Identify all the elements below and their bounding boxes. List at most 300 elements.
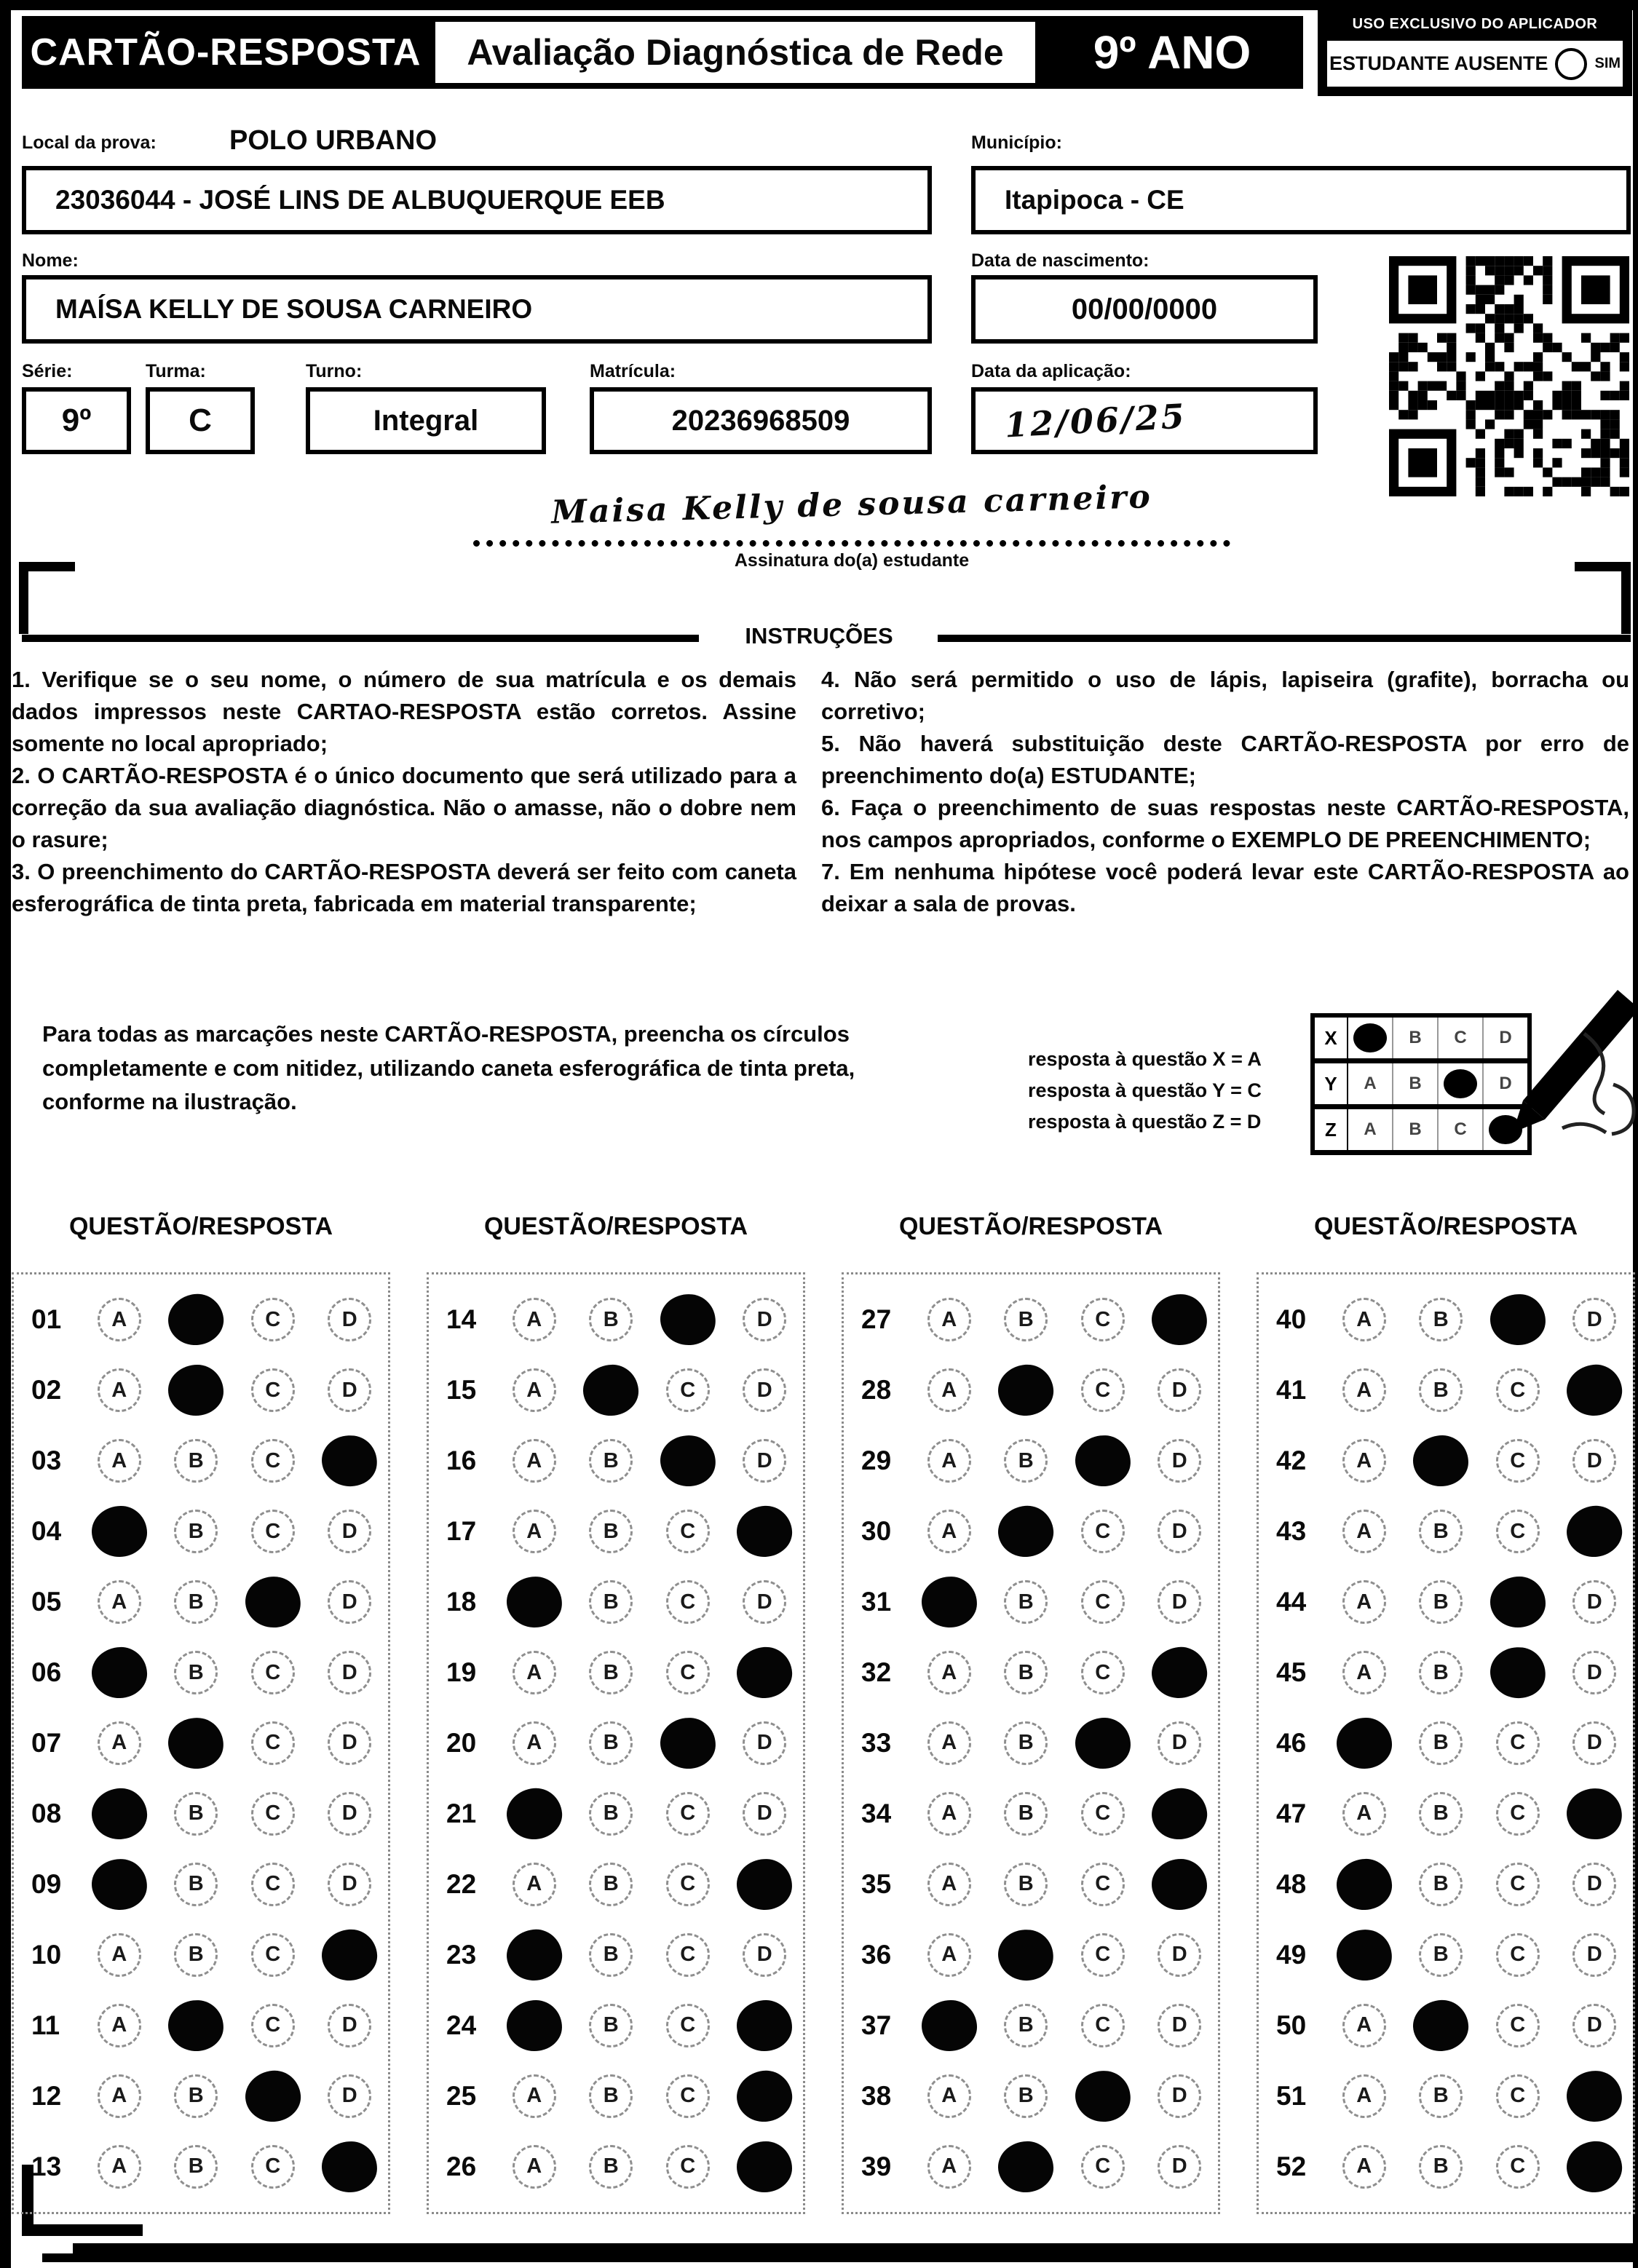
bubble-b-filled[interactable] (995, 1926, 1056, 1983)
answer-cell (496, 1298, 573, 1341)
bubble-c-filled[interactable] (1490, 1577, 1546, 1627)
answer-cell (1064, 1863, 1142, 1906)
bubble-a[interactable]: A (513, 1510, 556, 1553)
instruction-item: 3. O preenchimento do CARTÃO-RESPOSTA deverá ser feito com caneta esferográfica de tinta preta, fabricada em material transparente; (12, 859, 796, 917)
bubble-a[interactable]: A (1342, 2004, 1386, 2047)
question-number: 08 (31, 1798, 62, 1828)
bubble-a[interactable]: A (1342, 1439, 1386, 1483)
answer-cell (81, 1580, 158, 1624)
bubble-a[interactable]: A (513, 2074, 556, 2118)
bubble-d[interactable]: D (743, 1439, 786, 1483)
answer-cell (649, 1435, 727, 1486)
bubble-a[interactable]: A (1342, 1298, 1386, 1341)
answer-cell (1142, 1788, 1219, 1839)
answer-cell (649, 1863, 727, 1906)
bubble-d[interactable]: D (1572, 2004, 1616, 2047)
answer-cell (1403, 1298, 1480, 1341)
bubble-c-filled[interactable] (243, 2068, 303, 2123)
bubble-a[interactable]: A (98, 2004, 141, 2047)
bubble-b[interactable]: B (589, 1792, 633, 1836)
page-edge-left (0, 0, 11, 2268)
answer-cell (1556, 1439, 1634, 1483)
bubble-a[interactable]: A (513, 2145, 556, 2189)
bubble-b[interactable]: B (1419, 1368, 1463, 1412)
bubble-d[interactable]: D (328, 1651, 371, 1694)
answer-cell (988, 2141, 1065, 2192)
bubble-b[interactable]: B (174, 1580, 218, 1624)
answer-cell (1479, 1510, 1556, 1553)
answer-cell (1326, 1651, 1403, 1694)
bubble-b-filled[interactable] (165, 1291, 226, 1349)
bubble-a[interactable]: A (1342, 1792, 1386, 1836)
bubble-a-filled[interactable] (504, 1927, 564, 1983)
bubble-c[interactable]: C (1496, 1368, 1540, 1412)
bubble-b[interactable]: B (1004, 1863, 1048, 1906)
question-number: 34 (861, 1798, 892, 1828)
absent-label: ESTUDANTE AUSENTE (1329, 52, 1548, 74)
question-row (14, 2062, 388, 2130)
bubble-a[interactable]: A (98, 1298, 141, 1341)
bubble-b[interactable]: B (174, 1792, 218, 1836)
bubble-c[interactable]: C (666, 1510, 710, 1553)
bubble-d[interactable]: D (328, 1721, 371, 1765)
bubble-d-filled[interactable] (735, 1645, 794, 1700)
bubble-b[interactable]: B (1419, 1863, 1463, 1906)
bubble-a-filled[interactable] (1336, 1858, 1393, 1911)
bubble-d[interactable]: D (1572, 1651, 1616, 1694)
bubble-c-filled[interactable] (1075, 1717, 1131, 1769)
nascimento-value: 00/00/0000 (1071, 293, 1218, 325)
bubble-d[interactable]: D (1158, 2145, 1201, 2189)
question-row (1259, 1285, 1633, 1354)
bubble-d[interactable]: D (743, 1368, 786, 1412)
bubble-a[interactable]: A (513, 1368, 556, 1412)
bubble-a-filled[interactable] (1334, 1927, 1394, 1983)
example-cell: B (1393, 1107, 1438, 1153)
bubble-c[interactable]: C (1496, 1721, 1540, 1765)
bubble-b-filled[interactable] (997, 2140, 1054, 2193)
bubble-c[interactable]: C (251, 1298, 295, 1341)
bubble-b[interactable]: B (1004, 2074, 1048, 2118)
bubble-c[interactable]: C (1496, 1863, 1540, 1906)
question-number: 50 (1276, 2010, 1307, 2040)
bubble-c[interactable]: C (666, 1933, 710, 1977)
answer-cell (158, 2145, 235, 2189)
answer-cell (158, 1863, 235, 1906)
bubble-c-filled[interactable] (657, 1292, 718, 1349)
bubble-a[interactable]: A (927, 1721, 971, 1765)
bubble-a[interactable]: A (927, 1368, 971, 1412)
bubble-d[interactable]: D (1572, 1721, 1616, 1765)
bubble-d[interactable]: D (328, 1368, 371, 1412)
question-row (429, 1850, 803, 1919)
bubble-a-filled[interactable] (921, 1576, 978, 1629)
bubble-c-filled[interactable] (659, 1716, 717, 1770)
bubble-c[interactable]: C (1496, 2074, 1540, 2118)
aplicacao-value-handwritten: 12/06/25 (1003, 396, 1187, 445)
bubble-a-filled[interactable] (91, 1506, 147, 1558)
bubble-b-filled[interactable] (1413, 1435, 1469, 1487)
bubble-d-filled[interactable] (737, 1999, 793, 2051)
bubble-b[interactable]: B (1419, 1580, 1463, 1624)
answer-cell (1479, 1439, 1556, 1483)
answer-cell (234, 1368, 312, 1412)
bubble-a[interactable]: A (1342, 1651, 1386, 1694)
answer-cell (234, 1577, 312, 1627)
answer-cell (158, 1294, 235, 1345)
column-header-1: QUESTÃO/RESPOSTA (68, 1213, 333, 1240)
bubble-d-filled[interactable] (1150, 1293, 1209, 1347)
bubble-d[interactable]: D (328, 1298, 371, 1341)
answer-cell (312, 2141, 389, 2192)
answer-cell (727, 1647, 804, 1698)
bubble-d-filled[interactable] (1149, 1785, 1210, 1843)
bubble-d[interactable]: D (1158, 1368, 1201, 1412)
bubble-d-filled[interactable] (734, 2067, 795, 2125)
bubble-b[interactable]: B (174, 1863, 218, 1906)
bubble-d[interactable]: D (1572, 1933, 1616, 1977)
bubble-b[interactable]: B (589, 1863, 633, 1906)
answer-cell (234, 2071, 312, 2122)
bubble-a-filled[interactable] (921, 1999, 977, 2051)
example-cell: C (1438, 1015, 1483, 1061)
bubble-b[interactable]: B (174, 1651, 218, 1694)
answer-cell (649, 1718, 727, 1769)
bubble-b[interactable]: B (174, 1933, 218, 1977)
bubble-a[interactable]: A (927, 1651, 971, 1694)
bubble-c-filled[interactable] (658, 1433, 718, 1488)
bubble-c[interactable]: C (1081, 1863, 1125, 1906)
bubble-c-filled[interactable] (1489, 1293, 1546, 1347)
bubble-b[interactable]: B (174, 1439, 218, 1483)
bubble-c[interactable]: C (1496, 1439, 1540, 1483)
bubble-b[interactable]: B (589, 1298, 633, 1341)
bubble-a-filled[interactable] (506, 1999, 562, 2051)
answer-cell (81, 1368, 158, 1412)
question-number: 15 (446, 1375, 477, 1405)
bubble-a[interactable]: A (513, 1298, 556, 1341)
bubble-c[interactable]: C (251, 2145, 295, 2189)
bubble-c[interactable]: C (1081, 1651, 1125, 1694)
bubble-d[interactable]: D (1572, 1298, 1616, 1341)
bubble-d[interactable]: D (1572, 1439, 1616, 1483)
bubble-c[interactable]: C (251, 1368, 295, 1412)
question-number: 32 (861, 1657, 892, 1688)
bubble-b[interactable]: B (589, 2004, 633, 2047)
bubble-c[interactable]: C (1496, 1792, 1540, 1836)
bubble-c[interactable]: C (251, 1510, 295, 1553)
question-number: 13 (31, 2151, 62, 2181)
bubble-c[interactable]: C (1081, 2145, 1125, 2189)
answer-cell (988, 2074, 1065, 2118)
bubble-d[interactable]: D (743, 1933, 786, 1977)
answer-cell (1403, 1580, 1480, 1624)
bubble-d-filled[interactable] (736, 1858, 793, 1911)
answer-cell (1479, 1792, 1556, 1836)
answer-cell (573, 1439, 650, 1483)
bubble-b-filled[interactable] (996, 1504, 1056, 1559)
question-number: 21 (446, 1798, 477, 1828)
bubble-c[interactable]: C (666, 1651, 710, 1694)
bubble-d-filled[interactable] (1564, 1785, 1625, 1842)
bubble-a[interactable]: A (927, 1792, 971, 1836)
answer-cell (158, 1439, 235, 1483)
bubble-c[interactable]: C (251, 2004, 295, 2047)
qr-code (1389, 256, 1629, 496)
bubble-b-filled[interactable] (166, 1716, 226, 1771)
bubble-a-filled[interactable] (505, 1575, 563, 1630)
bubble-a[interactable]: A (98, 1368, 141, 1412)
answer-cell (234, 1721, 312, 1765)
answer-cell (1556, 1506, 1634, 1557)
local-value: POLO URBANO (229, 125, 437, 156)
answer-cell (911, 1933, 988, 1977)
bubble-b-filled[interactable] (997, 1363, 1056, 1418)
answer-panel-2 (427, 1272, 805, 2214)
local-label: Local da prova: (22, 132, 157, 153)
bubble-c-filled[interactable] (242, 1574, 303, 1630)
question-row (14, 1356, 388, 1424)
bubble-c[interactable]: C (666, 2145, 710, 2189)
bubble-d[interactable]: D (328, 1792, 371, 1836)
answer-cell (911, 2145, 988, 2189)
bubble-b-filled[interactable] (1412, 1999, 1470, 2053)
bubble-c[interactable]: C (1081, 1933, 1125, 1977)
bubble-c[interactable]: C (1081, 1580, 1125, 1624)
bubble-c[interactable]: C (666, 2004, 710, 2047)
bubble-b[interactable]: B (1004, 1792, 1048, 1836)
answer-cell (158, 1792, 235, 1836)
bubble-c[interactable]: C (666, 2074, 710, 2118)
answer-cell (1142, 1510, 1219, 1553)
bubble-a[interactable]: A (513, 1863, 556, 1906)
answer-cell (234, 1651, 312, 1694)
bubble-b[interactable]: B (589, 1933, 633, 1977)
bubble-b[interactable]: B (589, 2074, 633, 2118)
bubble-b[interactable]: B (1004, 1298, 1048, 1341)
bubble-b[interactable]: B (1004, 1439, 1048, 1483)
bubble-d-filled[interactable] (1565, 2139, 1624, 2194)
bubble-a-filled[interactable] (90, 1857, 149, 1911)
bubble-c[interactable]: C (1496, 2145, 1540, 2189)
bubble-d[interactable]: D (743, 1721, 786, 1765)
bubble-b[interactable]: B (1004, 1651, 1048, 1694)
question-row (429, 2133, 803, 2201)
bubble-d[interactable]: D (1158, 1580, 1201, 1624)
answer-cell (234, 1439, 312, 1483)
bubble-d[interactable]: D (1158, 1439, 1201, 1483)
page-edge-bottom (73, 2243, 1638, 2262)
instructions-right (821, 664, 1629, 920)
bubble-b[interactable]: B (1419, 1792, 1463, 1836)
answer-cell (1479, 1933, 1556, 1977)
bubble-c[interactable]: C (1496, 1510, 1540, 1553)
bubble-d[interactable]: D (1158, 1933, 1201, 1977)
bubble-d[interactable]: D (743, 1792, 786, 1836)
bubble-d[interactable]: D (1158, 2004, 1201, 2047)
bubble-b[interactable]: B (589, 1580, 633, 1624)
bubble-c[interactable]: C (251, 1721, 295, 1765)
bubble-b[interactable]: B (1419, 2074, 1463, 2118)
bubble-c[interactable]: C (1081, 1792, 1125, 1836)
bubble-c[interactable]: C (251, 1439, 295, 1483)
answer-cell (81, 1506, 158, 1557)
bubble-a[interactable]: A (1342, 1580, 1386, 1624)
question-row (14, 1991, 388, 2060)
bubble-c[interactable]: C (1081, 1298, 1125, 1341)
answer-cell (727, 1439, 804, 1483)
bubble-c[interactable]: C (666, 1792, 710, 1836)
bubble-a-filled[interactable] (90, 1787, 149, 1841)
bubble-a[interactable]: A (1342, 2145, 1386, 2189)
answer-cell (312, 1651, 389, 1694)
bubble-b[interactable]: B (589, 2145, 633, 2189)
bubble-a[interactable]: A (98, 1580, 141, 1624)
bubble-b[interactable]: B (589, 1510, 633, 1553)
bubble-d-filled[interactable] (321, 2140, 378, 2193)
bubble-a[interactable]: A (98, 2145, 141, 2189)
bubble-a-filled[interactable] (505, 1786, 564, 1841)
bubble-b[interactable]: B (1419, 1510, 1463, 1553)
bubble-a[interactable]: A (1342, 1510, 1386, 1553)
bubble-d[interactable]: D (1158, 2074, 1201, 2118)
bubble-a[interactable]: A (98, 1933, 141, 1977)
bubble-c[interactable]: C (666, 1368, 710, 1412)
answer-cell (1403, 1933, 1480, 1977)
question-number: 52 (1276, 2151, 1307, 2181)
bubble-b[interactable]: B (1004, 1721, 1048, 1765)
bubble-c[interactable]: C (251, 1651, 295, 1694)
bubble-b[interactable]: B (1419, 1298, 1463, 1341)
bubble-c[interactable]: C (251, 1933, 295, 1977)
bubble-d[interactable]: D (743, 1298, 786, 1341)
bubble-a[interactable]: A (98, 2074, 141, 2118)
answer-cell (312, 1368, 389, 1412)
bubble-c[interactable]: C (1496, 1933, 1540, 1977)
bubble-c[interactable]: C (1081, 1510, 1125, 1553)
bubble-a[interactable]: A (927, 2074, 971, 2118)
answer-cell (1142, 1294, 1219, 1345)
answer-cell (158, 1510, 235, 1553)
question-number: 27 (861, 1304, 892, 1335)
bubble-a[interactable]: A (927, 1439, 971, 1483)
bubble-a[interactable]: A (927, 2145, 971, 2189)
bubble-b-filled[interactable] (167, 1999, 225, 2053)
bubble-c-filled[interactable] (1074, 1434, 1132, 1488)
bubble-a-filled[interactable] (1336, 1717, 1392, 1769)
bubble-c-filled[interactable] (1487, 1644, 1548, 1702)
bubble-b[interactable]: B (1419, 1721, 1463, 1765)
question-row (844, 1638, 1218, 1707)
bubble-c[interactable]: C (1496, 2004, 1540, 2047)
bubble-d-filled[interactable] (1150, 1644, 1210, 1701)
bubble-c[interactable]: C (251, 1792, 295, 1836)
question-number: 14 (446, 1304, 477, 1335)
bubble-a[interactable]: A (927, 1933, 971, 1977)
page-edge-bottom-step (42, 2253, 210, 2262)
bubble-a[interactable]: A (927, 1510, 971, 1553)
bubble-d-filled[interactable] (737, 2141, 792, 2192)
bubble-d[interactable]: D (328, 1510, 371, 1553)
bubble-d-filled[interactable] (1565, 2069, 1624, 2123)
question-row (844, 1568, 1218, 1636)
question-number: 38 (861, 2080, 892, 2111)
bubble-d[interactable]: D (328, 1580, 371, 1624)
absent-bubble[interactable] (1555, 48, 1587, 80)
bubble-b[interactable]: B (1419, 1651, 1463, 1694)
bubble-a[interactable]: A (98, 1439, 141, 1483)
answer-cell (158, 2074, 235, 2118)
bubble-d-filled[interactable] (1152, 1859, 1207, 1910)
bubble-a-filled[interactable] (91, 1646, 148, 1700)
bubble-d[interactable]: D (1158, 1721, 1201, 1765)
bubble-b[interactable]: B (1004, 1580, 1048, 1624)
bubble-b[interactable]: B (589, 1439, 633, 1483)
bubble-b-filled[interactable] (168, 1365, 223, 1416)
question-row (429, 1356, 803, 1424)
bubble-d-filled[interactable] (320, 1927, 379, 1982)
bubble-a[interactable]: A (513, 1439, 556, 1483)
bubble-c[interactable]: C (251, 1863, 295, 1906)
bubble-b[interactable]: B (174, 2145, 218, 2189)
answer-cell (158, 2000, 235, 2051)
bubble-c-filled[interactable] (1072, 2068, 1133, 2125)
bubble-a[interactable]: A (927, 1863, 971, 1906)
answer-cell (312, 1580, 389, 1624)
bubble-a[interactable]: A (513, 1721, 556, 1765)
bubble-d-filled[interactable] (735, 1504, 794, 1558)
bubble-d[interactable]: D (328, 2004, 371, 2047)
bubble-a[interactable]: A (98, 1721, 141, 1765)
bubble-c[interactable]: C (666, 1863, 710, 1906)
bubble-b-filled[interactable] (582, 1364, 639, 1417)
bubble-b[interactable]: B (1004, 2004, 1048, 2047)
bubble-b[interactable]: B (1419, 2145, 1463, 2189)
bubble-b[interactable]: B (174, 1510, 218, 1553)
bubble-b[interactable]: B (589, 1721, 633, 1765)
question-number: 20 (446, 1727, 477, 1758)
question-number: 25 (446, 2080, 477, 2111)
bubble-a[interactable]: A (927, 1298, 971, 1341)
bubble-d[interactable]: D (743, 1580, 786, 1624)
bubble-c[interactable]: C (1081, 1368, 1125, 1412)
bubble-b[interactable]: B (174, 2074, 218, 2118)
bubble-d[interactable]: D (328, 1863, 371, 1906)
question-row (1259, 2133, 1633, 2201)
bubble-d-filled[interactable] (1564, 1363, 1625, 1419)
bubble-d-filled[interactable] (319, 1432, 380, 1490)
bubble-a[interactable]: A (1342, 2074, 1386, 2118)
bubble-a[interactable]: A (513, 1651, 556, 1694)
signature-line[interactable] (473, 540, 1230, 547)
bubble-d[interactable]: D (1572, 1580, 1616, 1624)
answer-cell (1403, 2000, 1480, 2051)
turno-value: Integral (373, 404, 479, 437)
answer-cell (1403, 1721, 1480, 1765)
answer-cell (911, 1439, 988, 1483)
bubble-b[interactable]: B (589, 1651, 633, 1694)
absent-option-label: SIM (1594, 55, 1621, 71)
bubble-d[interactable]: D (1158, 1510, 1201, 1553)
bubble-c[interactable]: C (666, 1580, 710, 1624)
bubble-d[interactable]: D (1572, 1863, 1616, 1906)
bubble-c[interactable]: C (1081, 2004, 1125, 2047)
bubble-b[interactable]: B (1419, 1933, 1463, 1977)
bubble-d-filled[interactable] (1564, 1503, 1625, 1561)
bubble-d[interactable]: D (328, 2074, 371, 2118)
example-cell: D (1483, 1061, 1530, 1107)
bubble-a[interactable]: A (1342, 1368, 1386, 1412)
